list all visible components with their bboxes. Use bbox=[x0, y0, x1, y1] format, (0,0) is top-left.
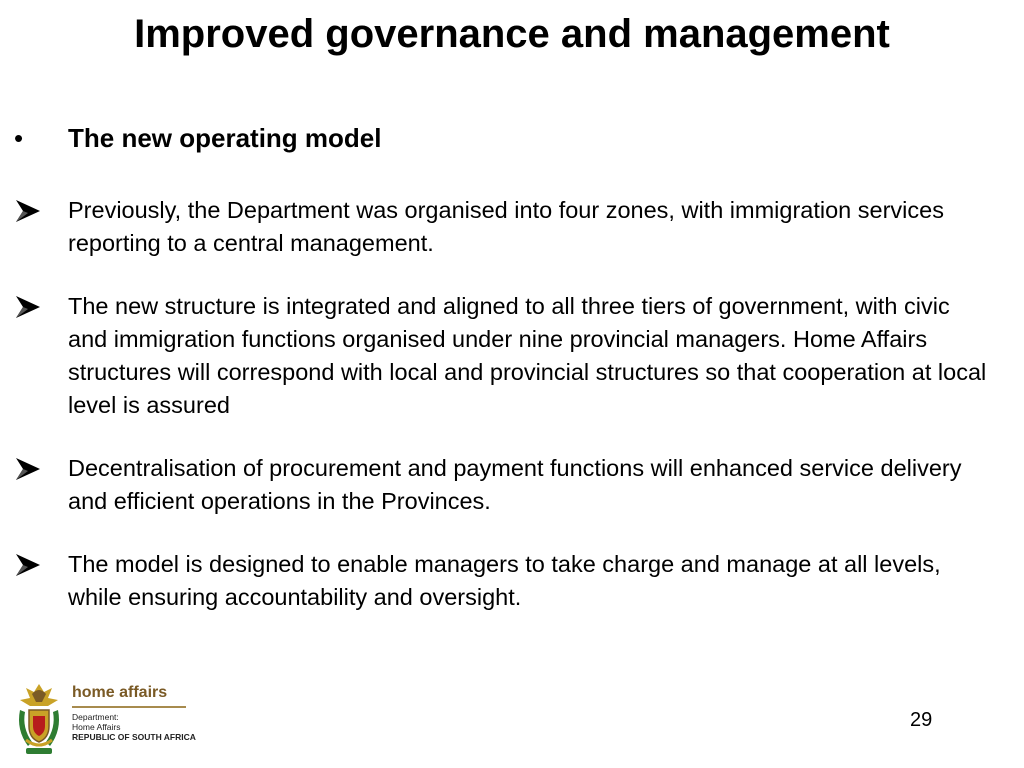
subheading-text: The new operating model bbox=[68, 123, 382, 153]
brand-divider bbox=[72, 706, 186, 708]
list-item-text: The new structure is integrated and aligned to all three tiers of government, with civic and immigration functions organised under nine provincial managers. Home Affairs structures will correspond with local and provincial structures so that cooperation at local level is assured bbox=[68, 293, 987, 418]
brand-line-republic: REPUBLIC OF SOUTH AFRICA bbox=[72, 732, 196, 742]
list-item bbox=[14, 548, 994, 614]
arrow-bullet-icon bbox=[14, 198, 42, 224]
list-item-text: Previously, the Department was organised into four zones, with immigration services reporting to a central management. bbox=[68, 197, 944, 256]
slide-title: Improved governance and management bbox=[134, 12, 890, 56]
list-item bbox=[14, 290, 994, 422]
list-item bbox=[14, 194, 994, 260]
bullet-dot-icon: • bbox=[14, 123, 24, 153]
page-number: 29 bbox=[910, 709, 933, 731]
brand-name: home affairs bbox=[72, 684, 168, 701]
arrow-bullet-icon bbox=[14, 294, 42, 320]
arrow-bullet-icon bbox=[14, 552, 42, 578]
brand-line-home-affairs: Home Affairs bbox=[72, 722, 121, 732]
subheading bbox=[14, 118, 994, 158]
department-logo bbox=[14, 680, 200, 756]
list-item bbox=[14, 452, 994, 518]
coat-of-arms-icon bbox=[14, 680, 64, 756]
list-item-text: The model is designed to enable managers to take charge and manage at all levels, while ensuring accountability and oversight. bbox=[68, 551, 941, 610]
bullet-list bbox=[14, 194, 994, 644]
brand-line-department: Department: bbox=[72, 712, 119, 722]
list-item-text: Decentralisation of procurement and payment functions will enhanced service delivery and efficient operations in the Provinces. bbox=[68, 455, 962, 514]
arrow-bullet-icon bbox=[14, 456, 42, 482]
